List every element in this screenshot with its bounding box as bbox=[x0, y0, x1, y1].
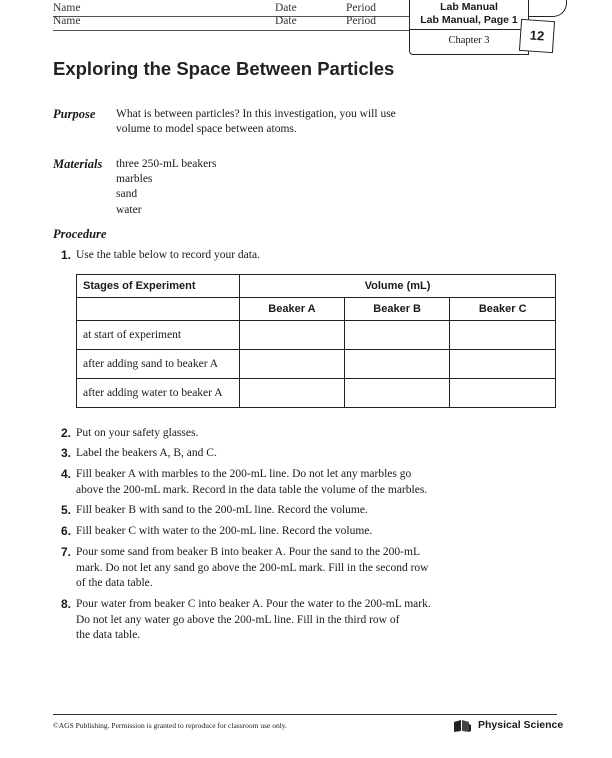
step-text: Pour water from beaker C into beaker A. Pour the water to the 200-mL mark. Do not let any water go above the 200-mL line. Fill in the third row of the data table. bbox=[76, 598, 431, 641]
name-label: Name bbox=[53, 2, 81, 14]
period-label-2: Period bbox=[346, 15, 377, 27]
period-label: Period bbox=[346, 2, 377, 14]
step-number: 4. bbox=[60, 467, 71, 481]
table-cell[interactable] bbox=[450, 379, 556, 408]
step-text: Put on your safety glasses. bbox=[76, 427, 199, 439]
table-cell[interactable] bbox=[240, 321, 345, 350]
step-number: 2. bbox=[60, 426, 71, 440]
step-text: Fill beaker A with marbles to the 200-mL line. Do not let any marbles go above the 200-mL mark. Record in the data table the volume of the marbles. bbox=[76, 468, 428, 496]
row-label: at start of experiment bbox=[77, 321, 240, 350]
table-header-beaker-b: Beaker B bbox=[344, 298, 450, 321]
footer-rule bbox=[53, 714, 557, 715]
table-row bbox=[77, 321, 556, 350]
table-row bbox=[77, 379, 556, 408]
table-header-blank bbox=[77, 298, 240, 321]
step-text: Fill beaker B with sand to the 200-mL line. Record the volume. bbox=[76, 504, 368, 516]
copyright-notice: ©AGS Publishing. Permission is granted to reproduce for classroom use only. bbox=[53, 721, 287, 730]
materials-item: water bbox=[116, 204, 142, 216]
subject-label: Physical Science bbox=[478, 719, 564, 731]
step-number: 6. bbox=[60, 524, 71, 538]
table-cell[interactable] bbox=[240, 350, 345, 379]
chapter-label: Chapter 3 bbox=[448, 35, 490, 46]
step-text: Label the beakers A, B, and C. bbox=[76, 447, 217, 459]
step-text: Use the table below to record your data. bbox=[76, 249, 260, 261]
page-number-badge: 12 bbox=[519, 19, 555, 53]
procedure-label: Procedure bbox=[53, 227, 107, 241]
table-cell[interactable] bbox=[450, 350, 556, 379]
data-table bbox=[76, 274, 556, 408]
tab-divider bbox=[410, 29, 528, 30]
step-number: 5. bbox=[60, 503, 71, 517]
step-number: 8. bbox=[60, 597, 71, 611]
table-header-beaker-a: Beaker A bbox=[240, 298, 345, 321]
header-rule-2 bbox=[53, 30, 409, 31]
table-header-volume: Volume (mL) bbox=[240, 275, 556, 298]
step-text: Pour some sand from beaker B into beaker A. Pour the sand to the 200-mL mark. Do not let any sand go above the 200-mL mark. Fill in the second row of the data table. bbox=[76, 546, 429, 589]
materials-item: three 250-mL beakers bbox=[116, 158, 217, 170]
table-row bbox=[77, 350, 556, 379]
row-label: after adding water to beaker A bbox=[77, 379, 240, 408]
step-number: 1. bbox=[60, 248, 71, 262]
table-header-stages: Stages of Experiment bbox=[77, 275, 240, 298]
table-cell[interactable] bbox=[240, 379, 345, 408]
materials-item: marbles bbox=[116, 173, 153, 185]
tab-subtitle: Lab Manual, Page 1 bbox=[420, 14, 518, 26]
name-label-2: Name bbox=[53, 15, 81, 27]
lab-manual-tab bbox=[409, 0, 529, 55]
purpose-label: Purpose bbox=[53, 107, 96, 121]
row-label: after adding sand to beaker A bbox=[77, 350, 240, 379]
date-label: Date bbox=[275, 2, 297, 14]
materials-item: sand bbox=[116, 188, 138, 200]
table-header-beaker-c: Beaker C bbox=[450, 298, 556, 321]
date-label-2: Date bbox=[275, 15, 297, 27]
table-cell[interactable] bbox=[344, 350, 450, 379]
tab-title: Lab Manual bbox=[440, 1, 498, 13]
table-cell[interactable] bbox=[450, 321, 556, 350]
step-text: Fill beaker C with water to the 200-mL line. Record the volume. bbox=[76, 525, 373, 537]
page-title: Exploring the Space Between Particles bbox=[53, 58, 395, 79]
table-cell[interactable] bbox=[344, 321, 450, 350]
purpose-line-2: volume to model space between atoms. bbox=[116, 123, 297, 135]
materials-label: Materials bbox=[53, 157, 103, 171]
book-logo-icon bbox=[452, 719, 472, 733]
purpose-line-1: What is between particles? In this investigation, you will use bbox=[116, 108, 396, 120]
step-number: 3. bbox=[60, 446, 71, 460]
step-number: 7. bbox=[60, 545, 71, 559]
table-cell[interactable] bbox=[344, 379, 450, 408]
page-curl-icon bbox=[526, 0, 567, 17]
